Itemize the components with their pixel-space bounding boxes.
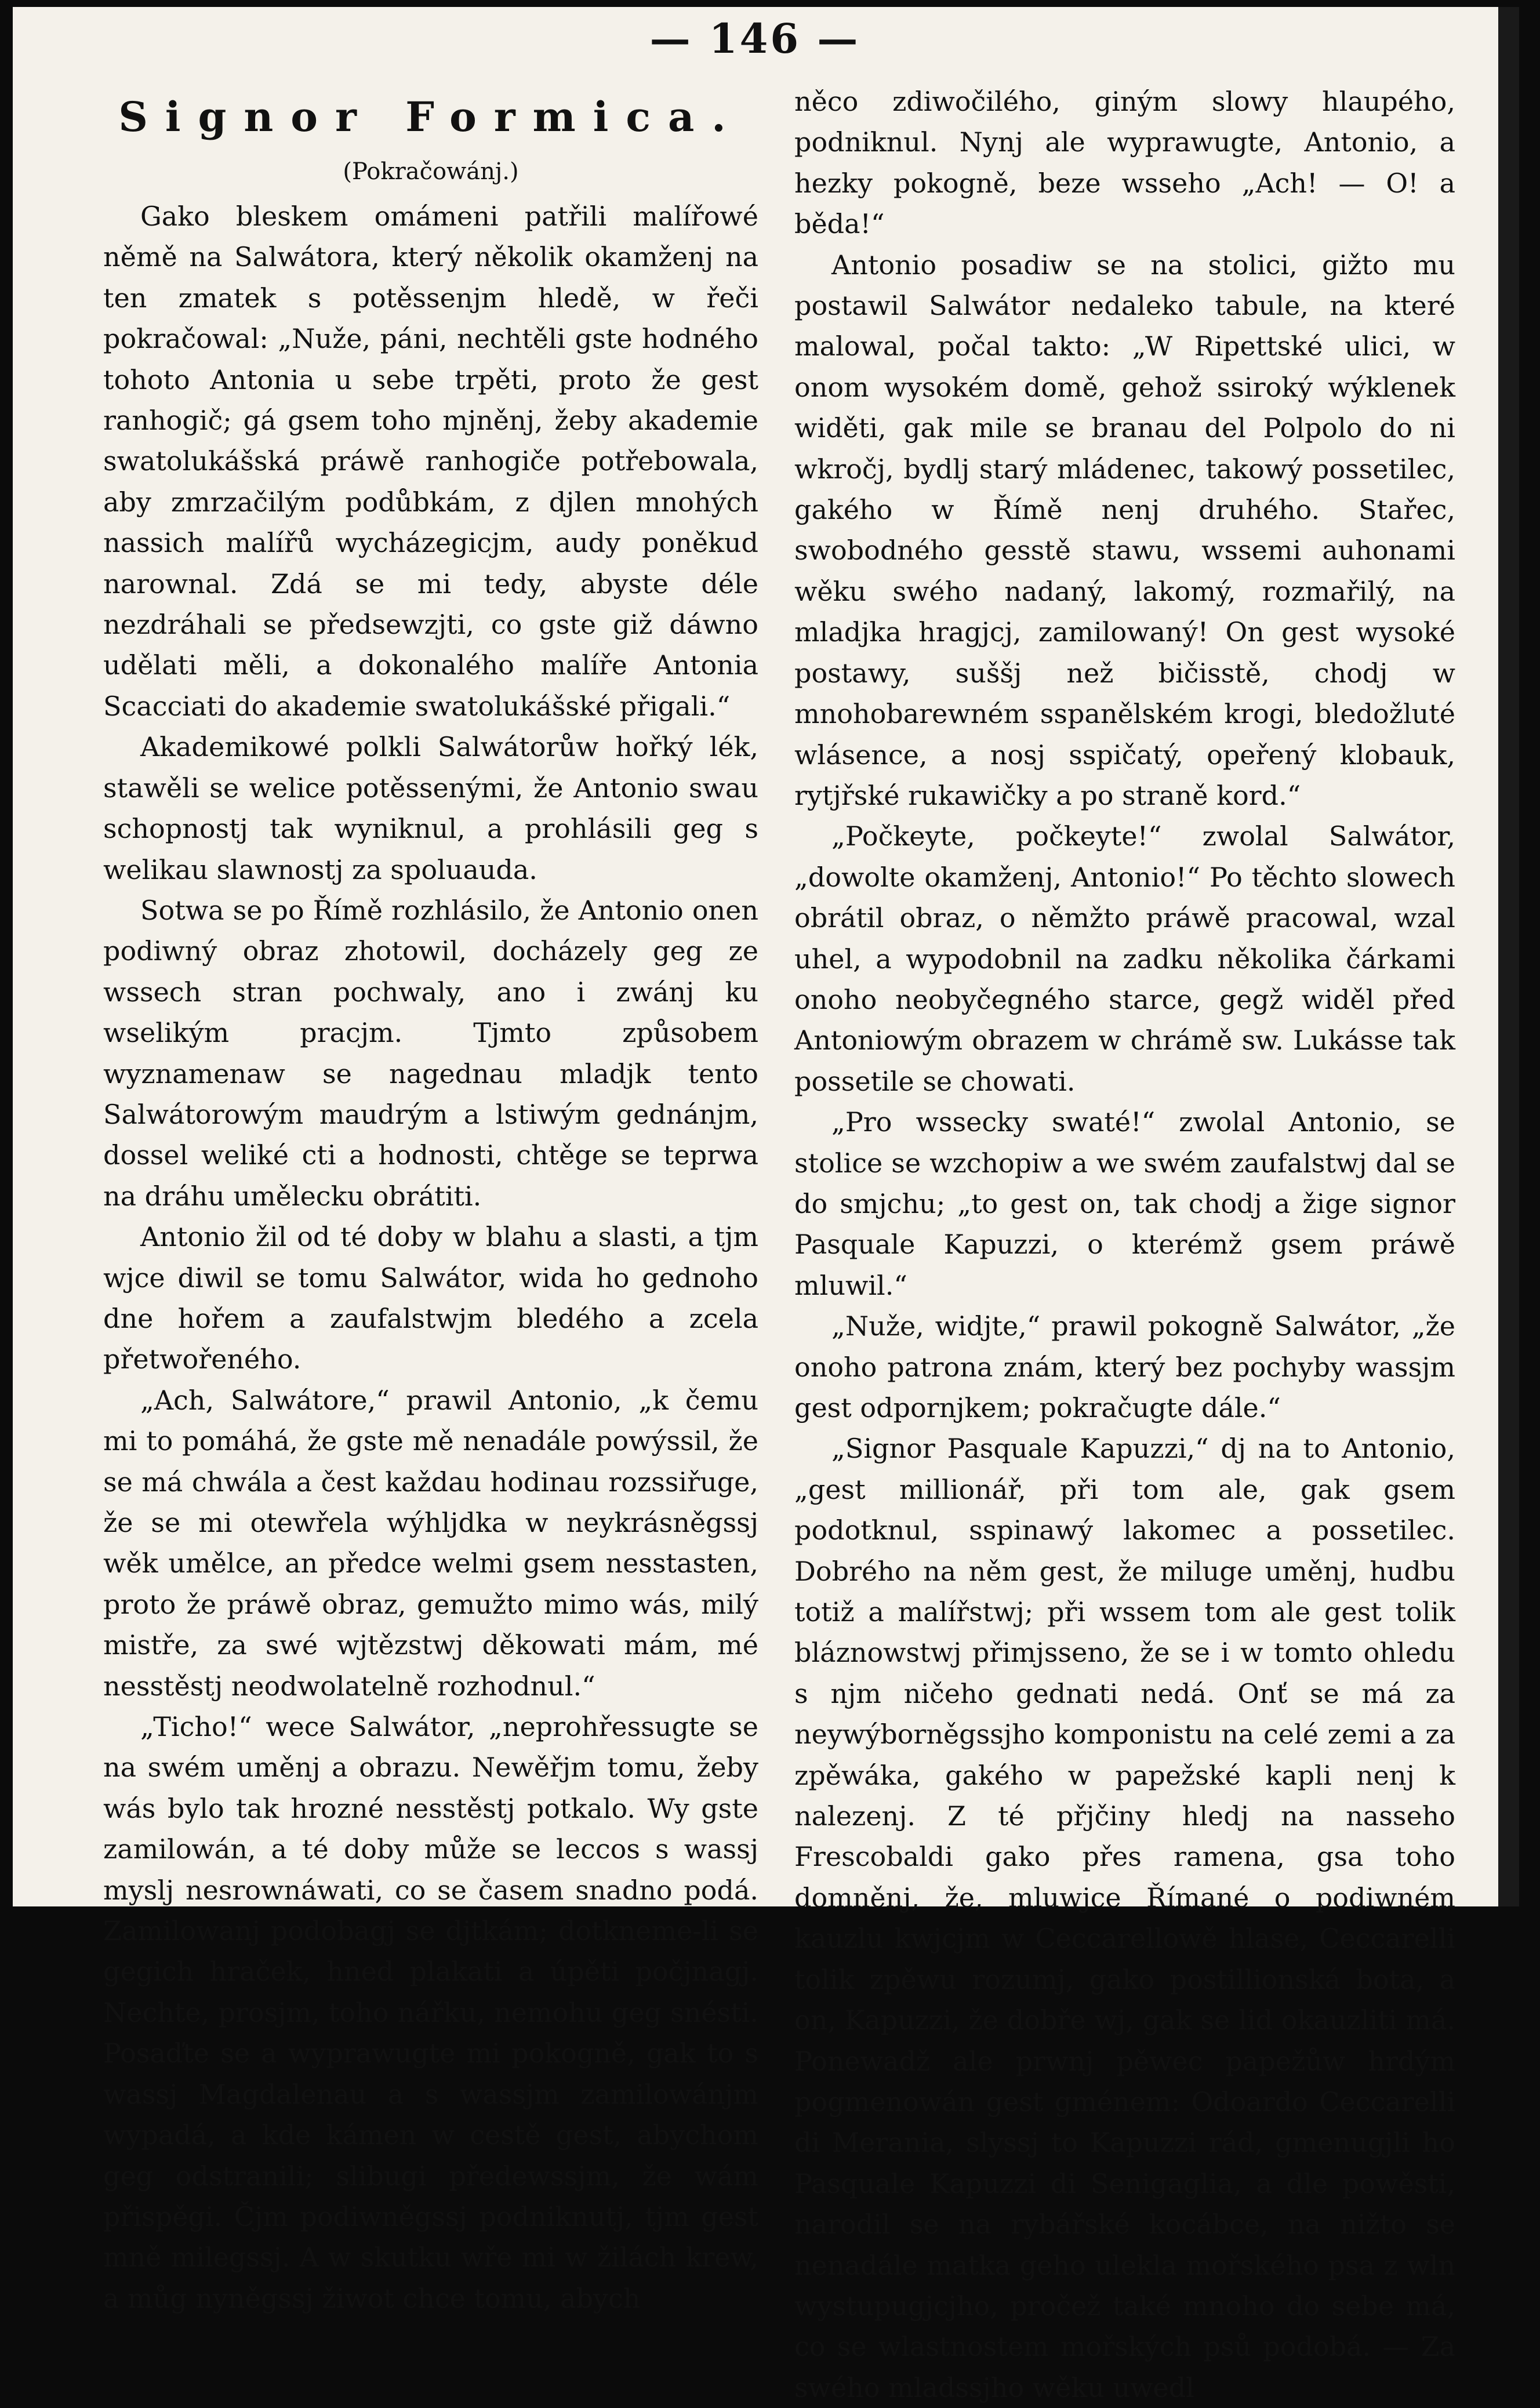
article-title: Signor Formica.: [118, 93, 743, 141]
paragraph-continued: něco zdiwočilého, giným slowy hlaupého, podniknul. Nynj ale wyprawugte, Antonio, a hezky pokogně, beze wsseho „Ach! — O! a běda!“: [794, 86, 1455, 240]
article-subtitle: (Pokračowánj.): [343, 158, 519, 185]
paragraph: „Ach, Salwátore,“ prawil Antonio, „k čemu mi to pomáhá, že gste mě nenadále powýssil, že se má chwála a čest každau hodinau rozssiřuge, že se mi otewřela wýhljdka w neykrásněgssj wěk umělce, an předce welmi gsem nesstasten, proto že práwě obraz, gemužto mimo wás, milý mistře, za swé wjtězstwj děkowati mám, mé nesstěstj neodwolatelně rozhodnul.“: [103, 1384, 758, 1702]
book-page: [13, 7, 1519, 2403]
paragraph: „Ticho!“ wece Salwátor, „neprohřessugte se na swém uměnj a obrazu. Newěřjm tomu, žeby wás bylo tak hrozné nesstěstj potkalo. Wy gste zamilowán, a té doby může se leccos s wassj myslj nesrownáwati, co se časem snadno podá. Zamilowanj podobagj se djtkám; dotkneme-li se gegich hraček, hned plakati a úpěti počjnagj. Nechte, prosjm, toho nářku, nemohu geg snésti. Posaďte se a wyprawugte mi pokogně, gak to s wassj Magdalenau a s wassjm zamilowánjm wypadá, a kde kámen w cestě gest, abychom geg odstranili; slibugi předewssjm, že wám přispěgi. Čjm podiwněgssj podniknutj, tjm gest mně milegssj. A w skutku wře mi w žilách krew, a můg nyněgssj žiwot chce tomu, abych: [103, 1711, 758, 2314]
right-column: [794, 81, 1455, 2408]
paragraph: „Signor Pasquale Kapuzzi,“ dj na to Antonio, „gest millionář, při tom ale, gak gsem podotknul, sspinawý lakomec a possetilec. Dobrého na něm gest, že miluge uměnj, hudbu totiž a malířstwj; při wssem tom ale gest tolik bláznowstwj přimjsseno, že se i w tomto ohledu s njm ničeho gednati nedá. Onť se má za neywýborněgssjho komponistu na celé zemi a za zpěwáka, gakého w papežské kapli nenj k nalezenj. Z té přjčiny hledj na nasseho Frescobaldi gako přes ramena, gsa toho domněnj, že, mluwjce Římané o podiwném kauzlu kwjcjm w Ceccarellowě hlase, Ceccarelli tolik zpěwu rozumj, gako postillionská bota, a on, Kapuzzi, že dobře wj, gak se lid okauzliti má. Ponewadž ale prwnj pěwec papežůw hrdým pogmenowán gest gménem: Odoardo Ceccarelli di Merania, slyssj to Kapuzzi rád, gmenugjli ho Pasquale Kapuzzi di Senigaglia, a dle powěsti, narodil se na rybářské kocábce, na nižto se nenadále matka geho ulekla mořského psa z wln wystupugjcjho, pročež také mnoho do sebe má, co se wlastnostem mořských psů podobá. — Za swého mladssjho wěku uwedl: [794, 1433, 1455, 2403]
paragraph: „Počkeyte, počkeyte!“ zwolal Salwátor, „dowolte okamženj, Antonio!“ Po těchto slowech obrátil obraz, o němžto práwě pracowal, wzal uhel, a wypodobnil na zadku několika čárkami onoho neobyčegného starce, gegž widěl před Antoniowým obrazem w chrámě sw. Lukásse tak possetile se chowati.: [794, 820, 1455, 1097]
page-edge-shadow: [1498, 7, 1519, 1906]
paragraph: Antonio žil od té doby w blahu a slasti, a tjm wjce diwil se tomu Salwátor, wida ho gednoho dne hořem a zaufalstwjm bledého a zcela přetwořeného.: [103, 1221, 758, 1375]
paragraph: Gako bleskem omámeni patřili malířowé němě na Salwátora, který několik okamženj na ten zmatek s potěssenjm hledě, w řeči pokračowal: „Nuže, páni, nechtěli gste hodného tohoto Antonia u sebe trpěti, proto že gest ranhogič; gá gsem toho mjněnj, žeby akademie swatolukášská práwě ranhogiče potřebowala, aby zmrzačilým podůbkám, z djlen mnohých nassich malířů wycházegicjm, audy poněkud narownal. Zdá se mi tedy, abyste déle nezdráhali se předsewzjti, co gste giž dáwno udělati měli, a dokonalého malíře Antonia Scacciati do akademie swatolukášské přigali.“: [103, 201, 758, 722]
paragraph: „Nuže, widjte,“ prawil pokogně Salwátor, „že onoho patrona znám, který bez pochyby wassjm gest odpornjkem; pokračugte dále.“: [794, 1310, 1455, 1423]
left-column: [103, 81, 758, 2319]
paragraph: Antonio posadiw se na stolici, gižto mu postawil Salwátor nedaleko tabule, na které malowal, počal takto: „W Ripettské ulici, w onom wysokém domě, gehož ssiroký wýklenek widěti, gak mile se branau del Polpolo do ni wkročj, bydlj starý mládenec, takowý possetilec, gakého w Římě nenj druhého. Stařec, swobodného gesstě stawu, wssemi auhonami wěku swého nadaný, lakomý, rozmařilý, na mladjka hragjcj, zamilowaný! On gest wysoké postawy, suššj než bičisstě, chodj w mnohobarewném sspanělském krogi, bledožluté wlásence, a nosj sspičatý, opeřený klobauk, rytjřské rukawičky a po straně kord.“: [794, 249, 1455, 811]
paragraph: Sotwa se po Římě rozhlásilo, že Antonio onen podiwný obraz zhotowil, docházely geg ze wssech stran pochwaly, ano i zwánj ku wselikým pracjm. Tjmto způsobem wyznamenaw se nagednau mladjk tento Salwátorowým maudrým a lstiwým gednánjm, dossel weliké cti a hodnosti, chtěge se teprwa na dráhu umělecku obrátiti.: [103, 894, 758, 1212]
paragraph: Akademikowé polkli Salwátorůw hořký lék, stawěli se welice potěssenými, že Antonio swau schopnostj tak wyniknul, a prohlásili geg s welikau slawnostj za spoluauda.: [103, 731, 758, 885]
paragraph: „Pro wssecky swaté!“ zwolal Antonio, se stolice se wzchopiw a we swém zaufalstwj dal se do smjchu; „to gest on, tak chodj a žige signor Pasquale Kapuzzi, o kterémž gsem práwě mluwil.“: [794, 1106, 1455, 1301]
page-number: — 146 —: [649, 14, 860, 63]
